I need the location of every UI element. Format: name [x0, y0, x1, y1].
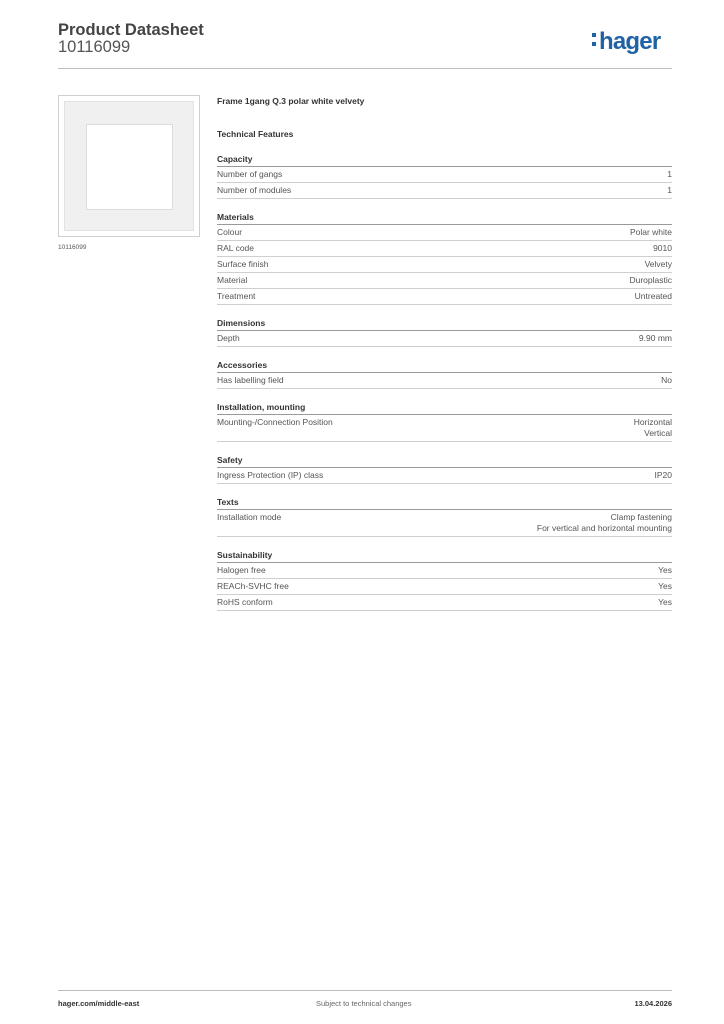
- feature-row: [217, 579, 672, 595]
- section-title: Sustainability: [217, 550, 672, 563]
- feature-label: Treatment: [217, 291, 256, 301]
- feature-label: Depth: [217, 333, 240, 343]
- feature-row: [217, 167, 672, 183]
- technical-features-heading: Technical Features: [217, 129, 294, 139]
- section-title: Accessories: [217, 360, 672, 373]
- feature-label: Material: [217, 275, 248, 285]
- feature-value-line: Polar white: [629, 227, 672, 237]
- feature-label: Mounting-/Connection Position: [217, 417, 333, 427]
- footer-notice: Subject to technical changes: [316, 999, 412, 1008]
- feature-section: [217, 212, 672, 305]
- image-caption: 10116099: [58, 244, 87, 251]
- section-title: Texts: [217, 497, 672, 510]
- feature-row: [217, 257, 672, 273]
- feature-value: [667, 185, 672, 196]
- feature-row: [217, 373, 672, 389]
- feature-value-line: Yes: [658, 581, 672, 591]
- feature-value: [667, 169, 672, 180]
- feature-row: [217, 468, 672, 484]
- feature-value: [634, 417, 672, 439]
- feature-row: [217, 289, 672, 305]
- footer-date: 13.04.2026: [634, 999, 672, 1008]
- section-title: Dimensions: [217, 318, 672, 331]
- feature-row: [217, 273, 672, 289]
- feature-row: [217, 225, 672, 241]
- feature-value-line: Clamp fastening: [610, 512, 672, 522]
- feature-section: [217, 455, 672, 484]
- feature-value: [658, 581, 672, 592]
- feature-section: [217, 550, 672, 611]
- feature-label: RAL code: [217, 243, 255, 253]
- section-title: Installation, mounting: [217, 402, 672, 415]
- feature-value-line: For vertical and horizontal mounting: [536, 523, 672, 533]
- footer-website: hager.com/middle-east: [58, 999, 140, 1008]
- feature-section: [217, 360, 672, 389]
- feature-value-line: Velvety: [644, 259, 672, 269]
- feature-label: RoHS conform: [217, 597, 273, 607]
- feature-section: [217, 318, 672, 347]
- header-divider: [58, 68, 672, 69]
- feature-value-line: Horizontal: [633, 417, 672, 427]
- product-title: Frame 1gang Q.3 polar white velvety: [217, 96, 365, 106]
- feature-value-line: Yes: [658, 565, 672, 575]
- feature-section: [217, 402, 672, 442]
- feature-label: Number of gangs: [217, 169, 283, 179]
- frame-plate: [64, 101, 194, 231]
- feature-sections: [217, 154, 672, 611]
- feature-label: Ingress Protection (IP) class: [217, 470, 324, 480]
- feature-row: [217, 563, 672, 579]
- feature-value-line: Vertical: [644, 428, 672, 438]
- feature-value-line: Untreated: [634, 291, 672, 301]
- feature-label: Installation mode: [217, 512, 282, 522]
- feature-value: [537, 512, 672, 534]
- feature-row: [217, 241, 672, 257]
- feature-value-line: 1: [667, 169, 672, 179]
- product-number: 10116099: [58, 38, 131, 56]
- feature-row: [217, 183, 672, 199]
- feature-value-line: IP20: [654, 470, 672, 480]
- feature-label: REACh-SVHC free: [217, 581, 289, 591]
- feature-value-line: 9.90 mm: [638, 333, 672, 343]
- section-title: Materials: [217, 212, 672, 225]
- feature-value: [661, 375, 672, 386]
- feature-value: [635, 291, 672, 302]
- section-title: Safety: [217, 455, 672, 468]
- feature-row: [217, 595, 672, 611]
- page-title: Product Datasheet: [58, 21, 204, 39]
- hager-logo: [592, 28, 660, 56]
- feature-label: Halogen free: [217, 565, 266, 575]
- feature-value: [658, 597, 672, 608]
- feature-section: [217, 497, 672, 537]
- feature-section: [217, 154, 672, 199]
- feature-value-line: 9010: [653, 243, 672, 253]
- feature-value: [653, 243, 672, 254]
- datasheet-content: [217, 96, 672, 611]
- feature-value-line: 1: [667, 185, 672, 195]
- section-title: Capacity: [217, 154, 672, 167]
- feature-value-line: Yes: [658, 597, 672, 607]
- footer-divider: [58, 990, 672, 991]
- logo-text: hager: [599, 28, 661, 55]
- logo-colon-mark: [592, 33, 597, 50]
- feature-label: Number of modules: [217, 185, 292, 195]
- feature-row: [217, 415, 672, 442]
- feature-row: [217, 510, 672, 537]
- feature-row: [217, 331, 672, 347]
- frame-opening: [86, 124, 173, 210]
- feature-label: Has labelling field: [217, 375, 284, 385]
- feature-value: [655, 470, 673, 481]
- feature-value-line: No: [661, 375, 672, 385]
- product-image: [58, 95, 200, 237]
- feature-label: Colour: [217, 227, 243, 237]
- feature-value: [629, 275, 672, 286]
- feature-value: [658, 565, 672, 576]
- feature-label: Surface finish: [217, 259, 269, 269]
- feature-value-line: Duroplastic: [629, 275, 672, 285]
- feature-value: [630, 227, 672, 238]
- feature-value: [645, 259, 672, 270]
- feature-value: [639, 333, 672, 344]
